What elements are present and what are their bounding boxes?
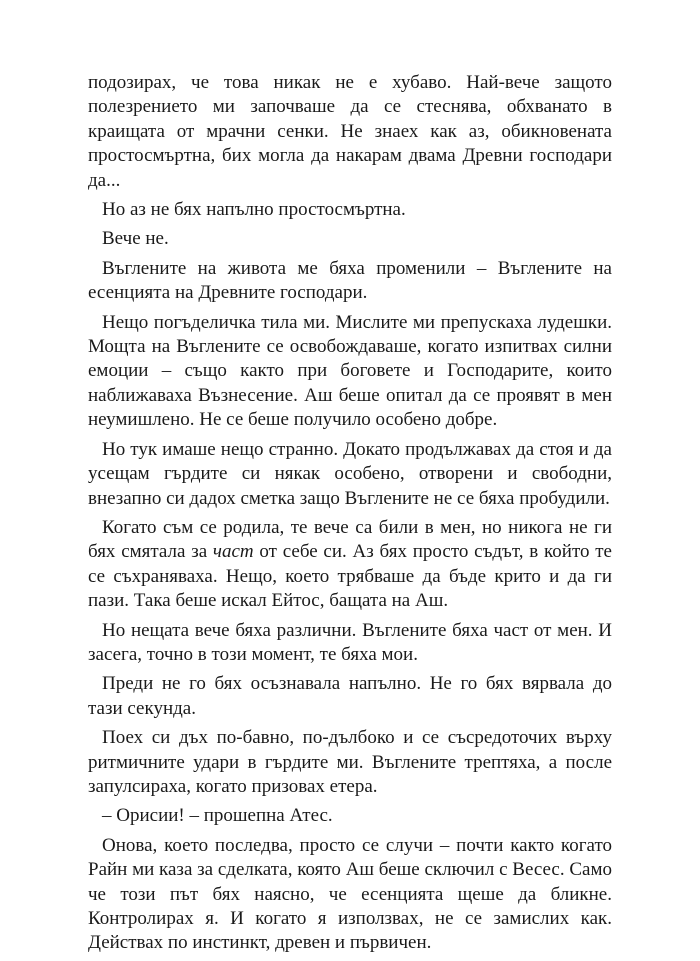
paragraph-7-italic: част: [212, 541, 254, 563]
paragraph-9: Преди не го бях осъзнавала напълно. Не го бях вярвала до тази секунда.: [88, 673, 612, 719]
paragraph-10: Поех си дъх по-бавно, по-дълбоко и се съсредоточих върху ритмичните удари в гърдите ми. Въглените трептяха, а после запулсираха, когато призовах етера.: [88, 727, 612, 797]
paragraph-3: Вече не.: [102, 228, 169, 250]
paragraph-8: Но нещата вече бяха различни. Въглените бяха част от мен. И засега, точно в този момент, те бяха мои.: [88, 619, 612, 665]
paragraph-7-before: Когато съм се родила, те вече са били в мен, но никога не ги бях смятала за: [88, 516, 612, 563]
paragraph-7-after: от себе си. Аз бях просто съдът, в който те се съхраняваха. Нещо, което трябваше да бъде крито и да ги пази. Така беше искал Ейтос, бащата на Аш.: [88, 541, 612, 612]
paragraph-5: Нещо погъделичка тила ми. Мислите ми препускаха лудешки. Мощта на Въглените се освобождаваше, когато изпитвах силни емоции – също както при боговете и Господарите, които наближаваха Възнесение. Аш беше опитал да се проявят в мен неумишлено. Не се беше получило особено добре.: [88, 311, 612, 431]
paragraph-11: – Орисии! – прошепна Атес.: [102, 805, 333, 827]
paragraph-1: подозирах, че това никак не е хубаво. Най-вече защото полезрението ми започваше да се стеснява, обхванато в краищата от мрачни сенки. Не знаех как аз, обикновената простосмъртна, бих могла да накарам двама Древни господари да...: [88, 72, 612, 191]
paragraph-12: Онова, което последва, просто се случи – почти както когато Райн ми каза за сделката, която Аш беше сключил с Весес. Само че този път бях наясно, че есенцията щеше да бликне. Контролирах я. И когато я използвах, не се замислих как. Действах по инстинкт, древен и първичен.: [88, 834, 612, 954]
paragraph-2: Но аз не бях напълно простосмъртна.: [102, 199, 406, 221]
paragraph-6: Но тук имаше нещо странно. Докато продължавах да стоя и да усещам гърдите си някак особено, отворени и свободни, внезапно си дадох сметка защо Въглените не се бяха пробудили.: [88, 438, 612, 509]
book-page: [88, 71, 612, 961]
paragraph-4: Въглените на живота ме бяха променили – Въглените на есенцията на Древните господари.: [88, 257, 612, 304]
paragraph-7: [88, 516, 612, 614]
